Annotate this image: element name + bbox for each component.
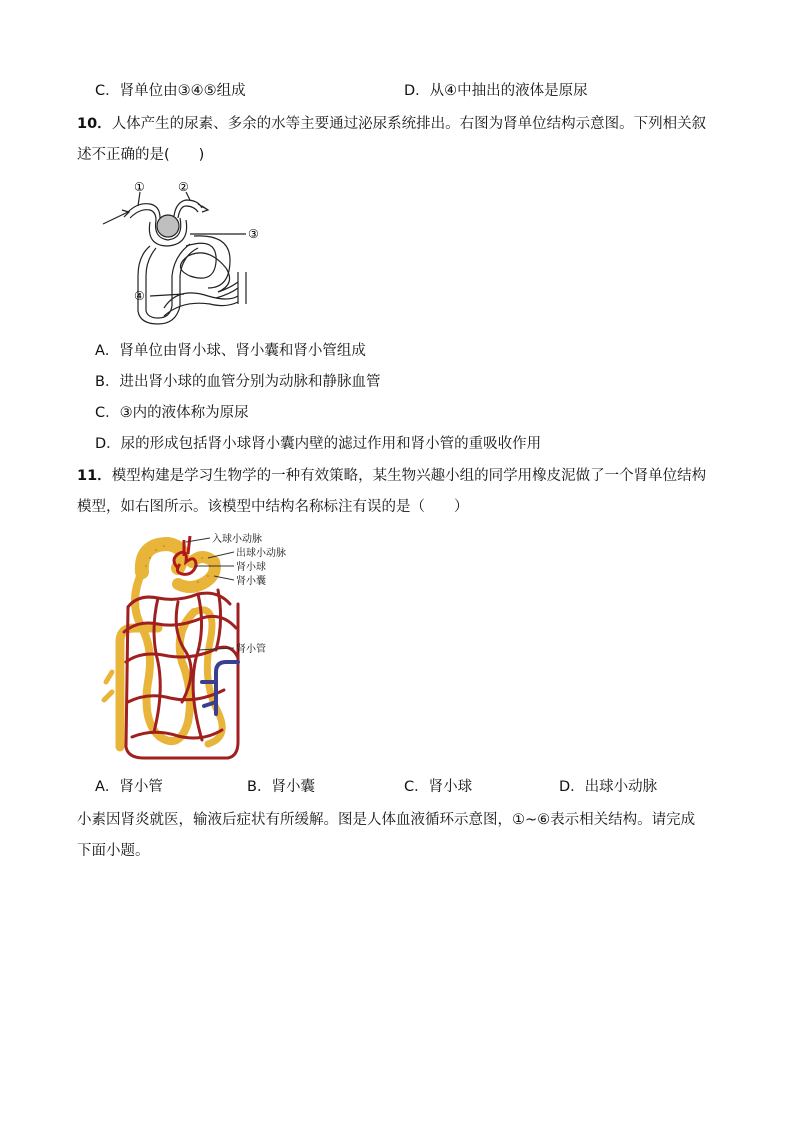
q10-stem-text: 人体产生的尿素、多余的水等主要通过泌尿系统排出。右图为肾单位结构示意图。下列相关叙 xyxy=(111,116,707,132)
label-glomerulus: 肾小球 xyxy=(236,562,266,573)
q11-option-b: B．肾小囊 xyxy=(247,779,315,795)
q10-nephron-diagram xyxy=(98,176,273,331)
q10-option-b: B．进出肾小球的血管分别为动脉和静脉血管 xyxy=(95,374,381,390)
q11-option-d: D．出球小动脉 xyxy=(559,779,658,795)
q9-option-c: C．肾单位由③④⑤组成 xyxy=(95,83,246,99)
q11-number: 11． xyxy=(77,468,112,484)
inflow-arrow xyxy=(103,212,128,224)
q12-intro-line2: 下面小题。 xyxy=(77,843,150,859)
q10-stem-line1 xyxy=(77,114,706,134)
q11-stem-line1 xyxy=(77,466,706,486)
q10-stem-line2: 述不正确的是( ) xyxy=(77,147,205,163)
q11-stem-line2: 模型，如右图所示。该模型中结构名称标注有误的是（ ） xyxy=(77,499,469,515)
q12-intro-line1: 小素因肾炎就医，输液后症状有所缓解。图是人体血液循环示意图，①~⑥表示相关结构。请完成 xyxy=(77,812,696,828)
q10-option-a: A．肾单位由肾小球、肾小囊和肾小管组成 xyxy=(95,343,366,359)
q10-fig-label-2: ② xyxy=(178,180,189,194)
q11-option-a: A．肾小管 xyxy=(95,779,163,795)
q9-option-d: D．从④中抽出的液体是原尿 xyxy=(404,83,588,99)
label-renal-tubule: 肾小管 xyxy=(236,644,266,655)
q10-fig-label-1: ① xyxy=(134,180,145,194)
q10-fig-label-4: ④ xyxy=(134,289,145,303)
label-efferent-arteriole: 出球小动脉 xyxy=(236,548,286,559)
q11-stem-text: 模型构建是学习生物学的一种有效策略，某生物兴趣小组的同学用橡皮泥做了一个肾单位结构 xyxy=(111,468,707,484)
label-afferent-arteriole: 入球小动脉 xyxy=(212,534,262,545)
q11-nephron-model xyxy=(98,532,288,764)
q10-number: 10． xyxy=(77,116,112,132)
label-bowmans-capsule: 肾小囊 xyxy=(236,576,266,587)
q10-fig-label-3: ③ xyxy=(248,227,259,241)
q10-option-d: D．尿的形成包括肾小球肾小囊内壁的滤过作用和肾小管的重吸收作用 xyxy=(95,436,542,452)
q10-option-c: C．③内的液体称为原尿 xyxy=(95,405,249,421)
q11-option-c: C．肾小球 xyxy=(404,779,473,795)
